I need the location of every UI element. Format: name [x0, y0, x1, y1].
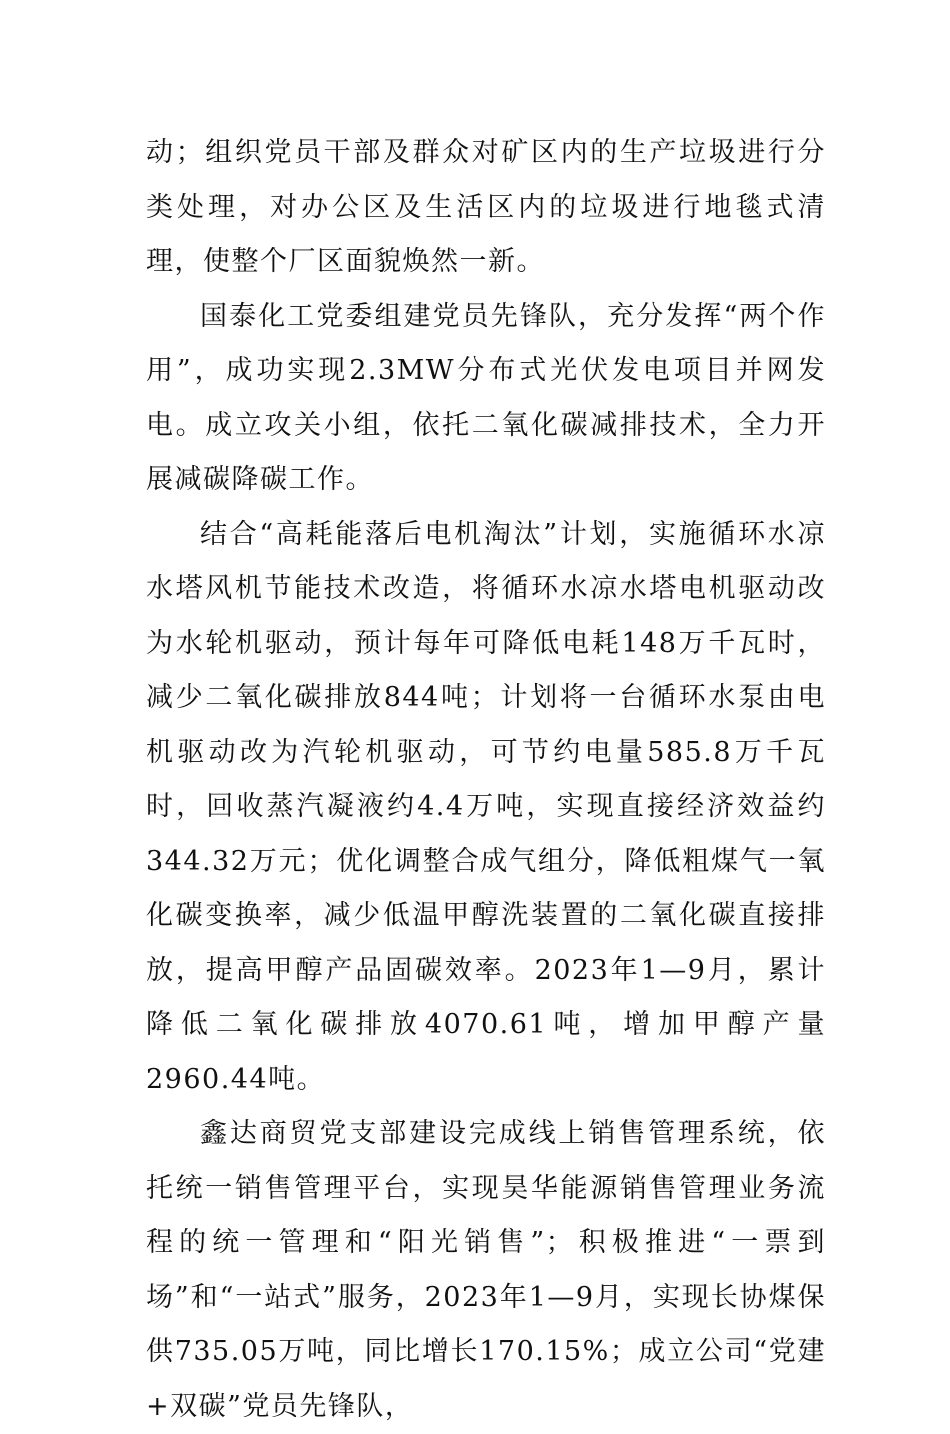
paragraph-4: 鑫达商贸党支部建设完成线上销售管理系统，依托统一销售管理平台，实现昊华能源销售管理业务流程的统一管理和“阳光销售”；积极推进“一票到场”和“一站式”服务，2023年1—9月，实现长协煤保供735.05万吨，同比增长170.15%；成立公司“党建+双碳”党员先锋队，	[146, 1118, 826, 1422]
paragraph-1: 动；组织党员干部及群众对矿区内的生产垃圾进行分类处理，对办公区及生活区内的垃圾进行地毯式清理，使整个厂区面貌焕然一新。	[146, 137, 826, 277]
document-body	[146, 126, 826, 1434]
paragraph-2: 国泰化工党委组建党员先锋队，充分发挥“两个作用”，成功实现2.3MW分布式光伏发电项目并网发电。成立攻关小组，依托二氧化碳减排技术，全力开展减碳降碳工作。	[146, 300, 826, 495]
paragraph-3: 结合“高耗能落后电机淘汰”计划，实施循环水凉水塔风机节能技术改造，将循环水凉水塔电机驱动改为水轮机驱动，预计每年可降低电耗148万千瓦时，减少二氧化碳排放844吨；计划将一台循环水泵由电机驱动改为汽轮机驱动，可节约电量585.8万千瓦时，回收蒸汽凝液约4.4万吨，实现直接经济效益约344.32万元；优化调整合成气组分，降低粗煤气一氧化碳变换率，减少低温甲醇洗装置的二氧化碳直接排放，提高甲醇产品固碳效率。2023年1—9月，累计降低二氧化碳排放4070.61吨，增加甲醇产量2960.44吨。	[146, 518, 826, 1095]
